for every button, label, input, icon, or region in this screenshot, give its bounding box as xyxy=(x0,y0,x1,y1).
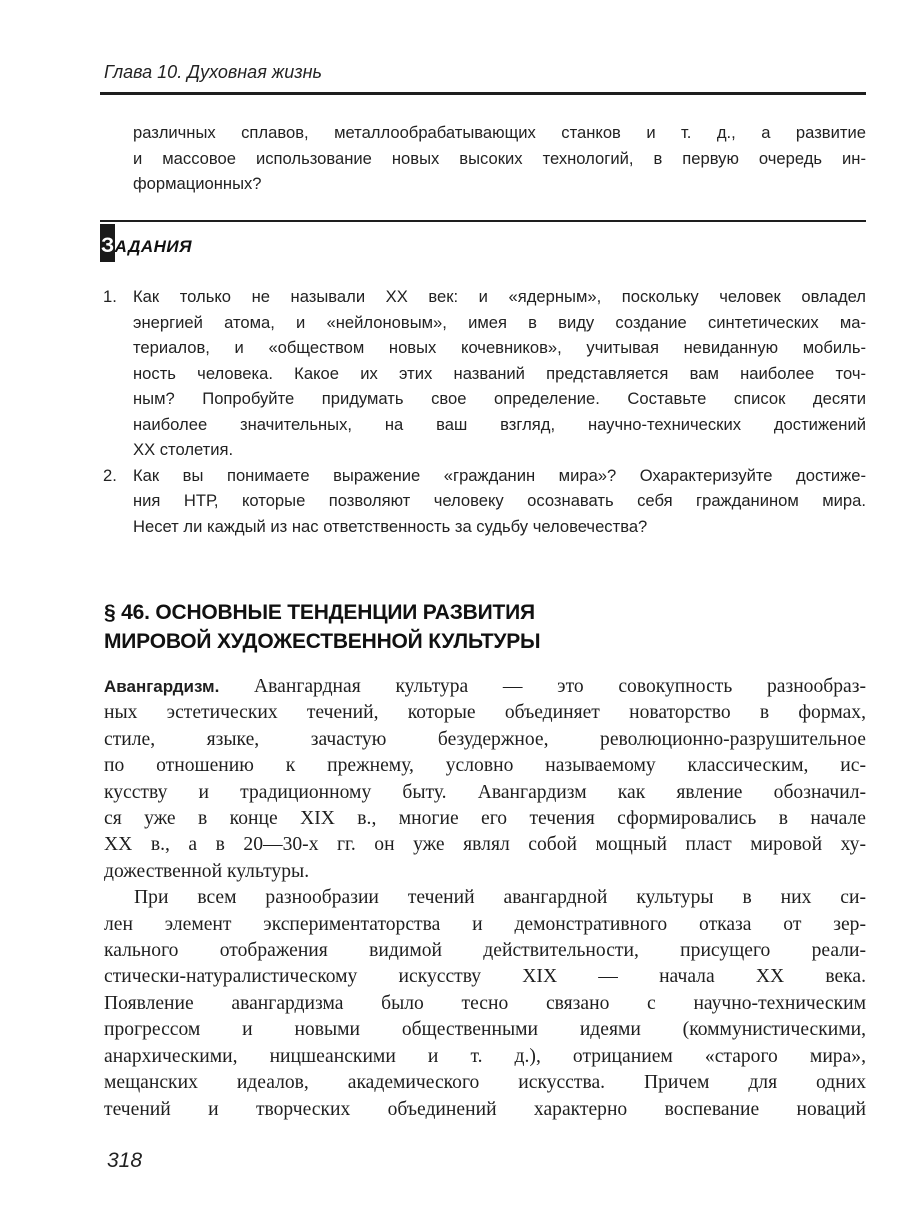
text-line: стиле, языке, зачастую безудержное, революционно-разрушительное xyxy=(104,728,866,750)
text-line: XX в., а в 20—30-х гг. он уже являл собой мощный пласт мировой ху- xyxy=(104,834,866,856)
text-line: ность человека. Какое их этих названий представляется вам наиболее точ- xyxy=(133,363,866,383)
section-title-line: § 46. ОСНОВНЫЕ ТЕНДЕНЦИИ РАЗВИТИЯ xyxy=(104,601,535,624)
text-line: наиболее значительных, на ваш взгляд, научно-технических достижений xyxy=(133,414,866,434)
text-line: течений и творческих объединений характерно воспевание новаций xyxy=(104,1098,866,1120)
text-line: кусству и традиционному быту. Авангардизм как явление обозначил- xyxy=(104,781,866,803)
task-number: 2. xyxy=(103,465,117,485)
text-line: XX столетия. xyxy=(133,440,234,459)
task-item xyxy=(103,463,866,540)
text-line xyxy=(104,674,866,700)
text-line: дожественной культуры. xyxy=(104,860,310,882)
text-line: ных эстетических течений, которые объединяет новаторство в формах, xyxy=(104,702,866,724)
text-line: по отношению к прежнему, условно называемому классическим, ис- xyxy=(104,755,866,777)
text-line: прогрессом и новыми общественными идеями (коммунистическими, xyxy=(104,1019,866,1041)
text-line: мещанских идеалов, академического искусства. Причем для одних xyxy=(104,1072,866,1094)
text-line: ся уже в конце XIX в., многие его течения сформировались в начале xyxy=(104,808,866,830)
running-head: Глава 10. Духовная жизнь xyxy=(104,62,322,82)
header-rule xyxy=(100,92,866,95)
tasks-list xyxy=(103,284,866,539)
page-number: 318 xyxy=(107,1149,143,1172)
runin-heading: Авангардизм. xyxy=(104,677,220,696)
task-item xyxy=(103,284,866,463)
text-line: териалов, и «обществом новых кочевников», учитывая невиданную мобиль- xyxy=(133,338,866,357)
text-line: Несет ли каждый из нас ответственность за судьбу человечества? xyxy=(133,516,648,536)
tasks-heading xyxy=(101,234,192,258)
text-line: и массовое использование новых высоких технологий, в первую очередь ин- xyxy=(133,148,866,168)
text-line: формационных? xyxy=(133,174,262,193)
text-line: кального отображения видимой действительности, присущего реали- xyxy=(104,940,866,962)
text-line: При всем разнообразии течений авангардной культуры в них си- xyxy=(134,887,866,909)
section-body xyxy=(104,674,866,1123)
text-line: ным? Попробуйте придумать свое определение. Составьте список десяти xyxy=(133,389,866,408)
task-number: 1. xyxy=(103,287,117,306)
text-line: лен элемент экспериментаторства и демонстративного отказа от зер- xyxy=(104,913,866,935)
intro-paragraph xyxy=(133,120,866,197)
tasks-heading-initial: З xyxy=(101,234,115,257)
section-title-line: МИРОВОЙ ХУДОЖЕСТВЕННОЙ КУЛЬТУРЫ xyxy=(104,630,541,653)
tasks-rule xyxy=(100,220,866,222)
section-title xyxy=(104,598,540,656)
text-line: Как только не называли XX век: и «ядерным», поскольку человек овладел xyxy=(133,287,866,306)
text-line: различных сплавов, металлообрабатывающих станков и т. д., а развитие xyxy=(133,123,866,142)
text-line: ния НТР, которые позволяют человеку осознавать себя гражданином мира. xyxy=(133,491,866,510)
text-line: энергией атома, и «нейлоновым», имея в виду создание синтетических ма- xyxy=(133,312,866,332)
text-line: Появление авангардизма было тесно связано с научно-техническим xyxy=(104,992,866,1014)
text-line: стически-натуралистическому искусству XIX — начала XX века. xyxy=(104,966,866,988)
text-line: анархическими, ницшеанскими и т. д.), отрицанием «старого мира», xyxy=(104,1045,866,1067)
text-fragment: Авангардная культура — это совокупность разнообраз- xyxy=(219,676,866,697)
tasks-heading-rest: АДАНИЯ xyxy=(114,237,193,256)
text-line: Как вы понимаете выражение «гражданин мира»? Охарактеризуйте достиже- xyxy=(133,465,866,485)
